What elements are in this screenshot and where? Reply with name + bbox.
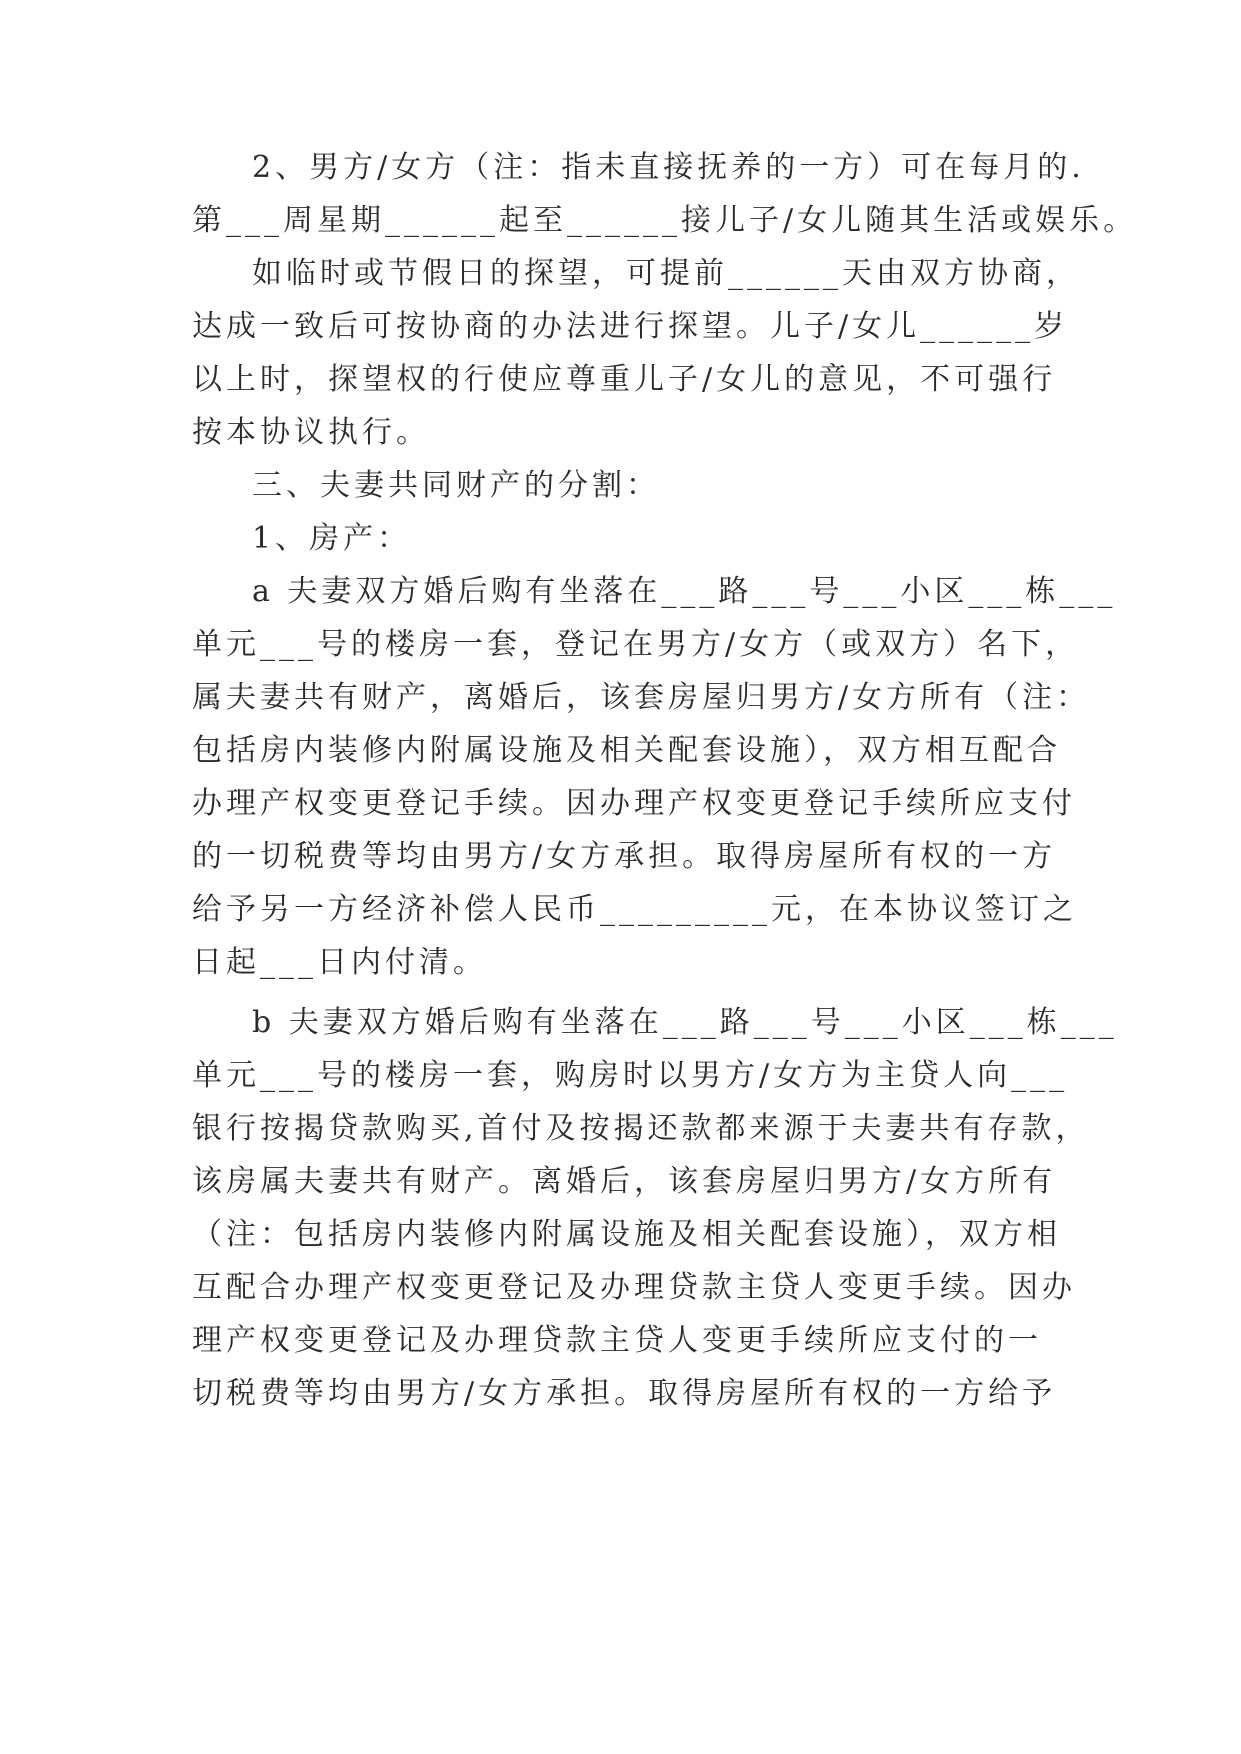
- text-line-1: 2、男方/女方（注：指未直接抚养的一方）可在每月的.: [252, 150, 1085, 185]
- text-line-23: 理产权变更登记及办理贷款主贷人变更手续所应支付的一: [192, 1323, 1042, 1358]
- text-line-16: 日起___日内付清。: [192, 945, 487, 980]
- text-line-15: 给予另一方经济补偿人民币_________元，在本协议签订之: [192, 892, 1077, 927]
- text-line-24: 切税费等均由男方/女方承担。取得房屋所有权的一方给予: [192, 1376, 1057, 1411]
- text-line-2: 第___周星期______起至______接儿子/女儿随其生活或娱乐。: [192, 203, 1138, 238]
- text-line-22: 互配合办理产权变更登记及办理贷款主贷人变更手续。因办: [192, 1270, 1076, 1305]
- text-line-10: 单元___号的楼房一套，登记在男方/女方（或双方）名下，: [192, 627, 1080, 662]
- section-heading: 三、夫妻共同财产的分割：: [252, 468, 660, 503]
- text-line-20: 该房属夫妻共有财产。离婚后，该套房屋归男方/女方所有: [192, 1164, 1057, 1199]
- text-line-19: 银行按揭贷款购买,首付及按揭还款都来源于夫妻共有存款，: [192, 1111, 1090, 1146]
- text-line-13: 办理产权变更登记手续。因办理产权变更登记手续所应支付: [192, 786, 1076, 821]
- text-line-21: （注：包括房内装修内附属设施及相关配套设施），双方相: [192, 1217, 1061, 1252]
- text-line-12: 包括房内装修内附属设施及相关配套设施），双方相互配合: [192, 733, 1061, 768]
- text-line-4: 达成一致后可按协商的办法进行探望。儿子/女儿______岁: [192, 309, 1069, 344]
- text-line-3: 如临时或节假日的探望，可提前______天由双方协商，: [252, 256, 1080, 291]
- text-line-14: 的一切税费等均由男方/女方承担。取得房屋所有权的一方: [192, 839, 1057, 874]
- text-line-6: 按本协议执行。: [192, 415, 430, 450]
- text-line-18: 单元___号的楼房一套，购房时以男方/女方为主贷人向___: [192, 1058, 1069, 1093]
- text-line-5: 以上时，探望权的行使应尊重儿子/女儿的意见，不可强行: [192, 362, 1057, 397]
- text-line-11: 属夫妻共有财产，离婚后，该套房屋归男方/女方所有（注：: [192, 680, 1091, 715]
- text-line-9: a 夫妻双方婚后购有坐落在___路___号___小区___栋___: [252, 574, 1117, 609]
- subsection-heading: 1、房产：: [252, 521, 412, 556]
- text-line-17: b 夫妻双方婚后购有坐落在___路___号___小区___栋___: [252, 1005, 1118, 1040]
